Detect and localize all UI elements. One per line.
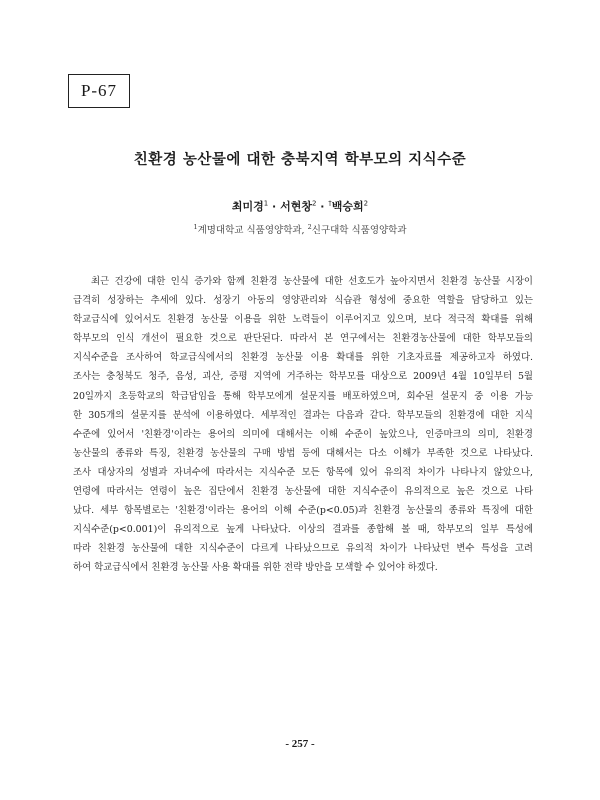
affiliation-mark: 1 (193, 222, 198, 231)
affiliation-text: 신구대학 식품영양학과 (311, 225, 407, 236)
corresponding-author-mark: † (328, 199, 332, 208)
abstract-line: 났다. 세부 항목별로는 '친환경'이라는 용어의 이해 수준(p<0.05)과 친환경 농산물의 종류와 특징에 대한 (73, 505, 533, 517)
abstract-line: 조사 대상자의 성별과 자녀수에 따라서는 지식수준 모든 항목에 있어 유의적 차이가 나타나지 않았으나, (73, 466, 533, 478)
abstract-line: 급격히 성장하는 추세에 있다. 성장기 아동의 영양관리와 식습관 형성에 중요한 역할을 담당하고 있는 (73, 295, 533, 307)
abstract-line: 지식수준(p<0.001)이 유의적으로 높게 나타났다. 이상의 결과를 종합해 볼 때, 학부모의 일부 특성에 (73, 524, 533, 536)
author-name: 서현창 (280, 200, 312, 213)
author-name: 최미경 (231, 200, 264, 213)
abstract-line: 지식수준을 조사하여 학교급식에서의 친환경 농산물 이용 확대를 위한 기초자료를 제공하고자 하였다. (73, 352, 533, 364)
page-number: - 257 - (285, 738, 315, 750)
author-affiliation-mark: 2 (311, 199, 317, 208)
author-separator: · (316, 200, 329, 213)
abstract-line: 한 305개의 설문지를 분석에 이용하였다. 세부적인 결과는 다음과 같다. 학부모들의 친환경에 대한 지식 (73, 409, 533, 421)
author-list (0, 198, 600, 214)
abstract-line: 연령에 따라서는 연령이 높은 집단에서 친환경 농산물에 대한 지식수준이 유의적으로 높은 것으로 나타 (73, 486, 533, 498)
poster-id-box: P-67 (68, 74, 130, 108)
abstract-line: 최근 건강에 대한 인식 증가와 함께 친환경 농산물에 대한 선호도가 높아지면서 친환경 농산물 시장이 (91, 276, 533, 287)
paper-title: 친환경 농산물에 대한 충북지역 학부모의 지식수준 (133, 152, 467, 168)
affiliations (0, 222, 600, 236)
abstract-line: 농산물의 종류와 특징, 친환경 농산물의 구매 방법 등에 대해서는 다소 이해가 부족한 것으로 나타났다. (73, 447, 533, 459)
abstract (73, 272, 533, 578)
author-affiliation-mark: 2 (363, 199, 369, 208)
author-affiliation-mark: 1 (263, 199, 269, 208)
affiliation-mark: 2 (307, 222, 312, 231)
affiliation-text: 계명대학교 식품영양학과, (197, 225, 305, 236)
abstract-line: 20일까지 초등학교의 학급담임을 통해 학부모에게 설문지를 배포하였으며, 회수된 설문지 중 이용 가능 (73, 390, 533, 402)
author-separator: · (268, 200, 281, 213)
abstract-line: 학교급식에 있어서도 친환경 농산물 이용을 위한 노력들이 이루어지고 있으며, 보다 적극적 확대를 위해 (73, 314, 533, 326)
abstract-line: 수준에 있어서 '친환경'이라는 용어의 의미에 대해서는 이해 수준이 높았으나, 인증마크의 의미, 친환경 (73, 428, 533, 440)
abstract-line: 하여 학교급식에서 친환경 농산물 사용 확대를 위한 전략 방안을 모색할 수 있어야 하겠다. (73, 562, 438, 574)
abstract-line: 따라 친환경 농산물에 대한 지식수준이 다르게 나타났으므로 유의적 차이가 나타났던 변수 특성을 고려 (73, 543, 533, 555)
author-name: 백승희 (331, 200, 364, 213)
abstract-line: 조사는 충청북도 청주, 음성, 괴산, 증평 지역에 거주하는 학부모를 대상으로 2009년 4월 10일부터 5월 (73, 371, 533, 383)
abstract-line: 학부모의 인식 개선이 필요한 것으로 판단된다. 따라서 본 연구에서는 친환경농산물에 대한 학부모들의 (73, 333, 533, 345)
